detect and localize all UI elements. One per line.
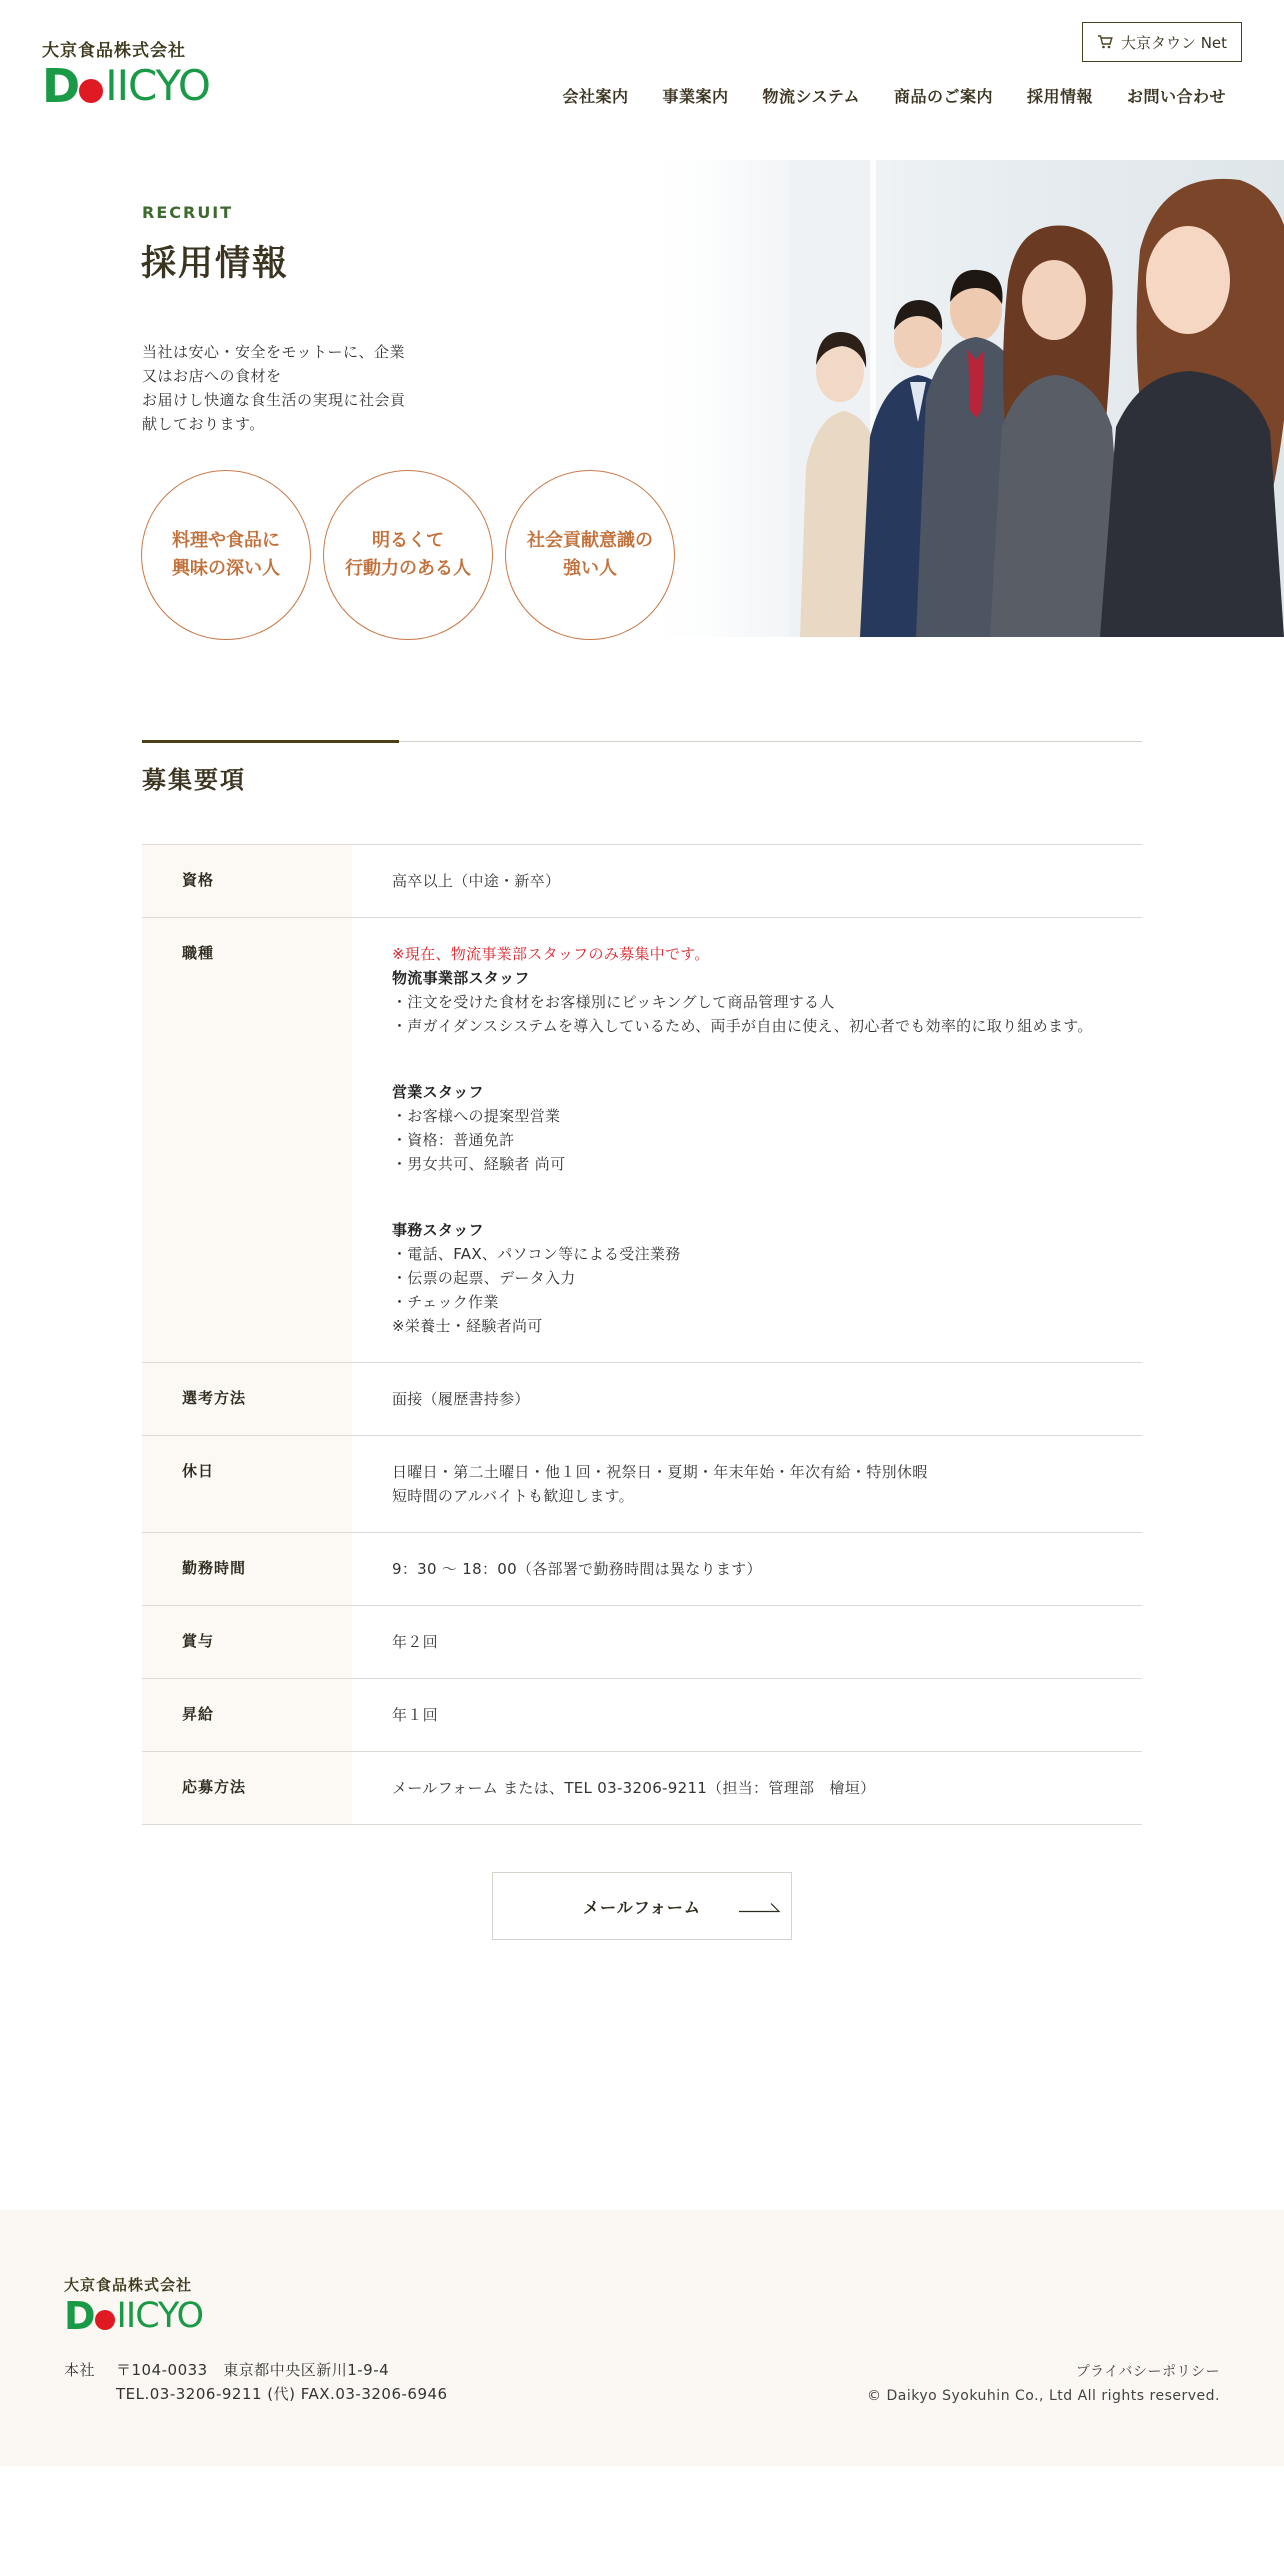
row-label: 資格 xyxy=(142,845,352,917)
phone-fax-line: TEL.03-3206-9211 (代) FAX.03-3206-6946 xyxy=(116,2385,448,2403)
row-value-line: 高卒以上（中途・新卒） xyxy=(392,872,561,890)
hero-photo-illustration xyxy=(640,160,1284,637)
table-row xyxy=(142,1436,1142,1533)
privacy-policy-link[interactable]: プライバシーポリシー xyxy=(1075,2364,1220,2380)
row-value-line: 年２回 xyxy=(392,1633,438,1651)
row-label: 応募方法 xyxy=(142,1752,352,1824)
job-group-item: ・お客様への提案型営業 xyxy=(392,1107,561,1125)
job-group-item: ・注文を受けた食材をお客様別にピッキングして商品管理する人 xyxy=(392,993,835,1011)
row-value xyxy=(352,918,1142,1362)
ideal-candidate-circle: 明るくて 行動力のある人 xyxy=(323,470,493,640)
table-row xyxy=(142,1606,1142,1679)
row-value-line: 日曜日・第二土曜日・他１回・祝祭日・夏期・年末年始・年次有給・特別休暇 xyxy=(392,1463,928,1481)
row-value-line: 9：30 〜 18：00（各部署で勤務時間は異なります） xyxy=(392,1560,762,1578)
job-group-item: ・声ガイダンスシステムを導入しているため、両手が自由に使え、初心者でも効率的に取り組めます。 xyxy=(392,1017,1093,1035)
job-group-item: ・男女共可、経験者 尚可 xyxy=(392,1155,566,1173)
row-value xyxy=(352,1436,1142,1532)
ideal-candidate-circles xyxy=(141,470,675,640)
row-label: 休日 xyxy=(142,1436,352,1532)
row-value xyxy=(352,1606,1142,1678)
row-value xyxy=(352,1363,1142,1435)
requirements-table xyxy=(142,844,1142,1825)
address-line: 〒104-0033 東京都中央区新川1-9-4 xyxy=(116,2361,390,2379)
row-value xyxy=(352,1679,1142,1751)
job-group-item: ※栄養士・経験者尚可 xyxy=(392,1317,543,1335)
address-label: 本社 xyxy=(64,2361,96,2379)
footer-logo[interactable] xyxy=(64,2274,264,2338)
global-nav xyxy=(563,84,1226,107)
nav-products[interactable]: 商品のご案内 xyxy=(893,87,993,106)
hero-intro-line: 当社は安心・安全をモットーに、企業 xyxy=(142,343,406,361)
nav-logistics[interactable]: 物流システム xyxy=(762,87,860,106)
job-group-item: ・チェック作業 xyxy=(392,1293,499,1311)
ideal-candidate-circle: 社会貢献意識の 強い人 xyxy=(505,470,675,640)
table-row xyxy=(142,1533,1142,1606)
page-title: 採用情報 xyxy=(141,244,290,284)
job-group-item: ・資格：普通免許 xyxy=(392,1131,515,1149)
job-group-item: ・電話、FAX、パソコン等による受注業務 xyxy=(392,1245,681,1263)
row-label: 選考方法 xyxy=(142,1363,352,1435)
row-value-line: 面接（履歴書持参） xyxy=(392,1390,530,1408)
site-logo[interactable] xyxy=(42,36,242,113)
table-row xyxy=(142,1752,1142,1825)
ideal-candidate-circle: 料理や食品に 興味の深い人 xyxy=(141,470,311,640)
row-value xyxy=(352,1752,1142,1824)
table-row xyxy=(142,845,1142,918)
logo-brand-rest: IICYO xyxy=(116,2295,204,2336)
site-footer xyxy=(0,2210,1284,2466)
footer-brand-mark xyxy=(64,2294,264,2338)
logo-brand-rest: IICYO xyxy=(105,61,210,110)
row-value-line: 年１回 xyxy=(392,1706,438,1724)
mail-form-button-label: メールフォーム xyxy=(583,1897,701,1917)
nav-business[interactable]: 事業案内 xyxy=(662,87,729,106)
job-group-title: 事務スタッフ xyxy=(392,1221,484,1239)
table-row xyxy=(142,1363,1142,1436)
footer-address xyxy=(64,2358,448,2406)
copyright: © Daikyo Syokuhin Co., Ltd All rights reserved. xyxy=(867,2388,1220,2404)
row-label: 賞与 xyxy=(142,1606,352,1678)
row-value xyxy=(352,845,1142,917)
hero-label: RECRUIT xyxy=(142,203,234,222)
hero-intro-line: お届けし快適な食生活の実現に社会貢 xyxy=(142,391,406,409)
table-row xyxy=(142,1679,1142,1752)
cart-icon xyxy=(1097,34,1113,50)
arrow-right-icon xyxy=(739,1901,781,1913)
logo-brand-mark xyxy=(42,59,242,113)
row-value xyxy=(352,1533,1142,1605)
section-title: 募集要項 xyxy=(142,766,246,794)
row-label: 職種 xyxy=(142,918,352,1362)
row-label: 昇給 xyxy=(142,1679,352,1751)
hero-intro-line: 献しております。 xyxy=(142,415,265,433)
row-label: 勤務時間 xyxy=(142,1533,352,1605)
recruiting-notice: ※現在、物流事業部スタッフのみ募集中です。 xyxy=(392,945,710,963)
job-group-title: 営業スタッフ xyxy=(392,1083,484,1101)
mail-form-button[interactable] xyxy=(492,1872,792,1940)
footer-company-name: 大京食品株式会社 xyxy=(64,2276,193,2294)
nav-recruit[interactable]: 採用情報 xyxy=(1026,87,1093,106)
logo-red-dot xyxy=(79,79,103,103)
shop-button-label: 大京タウン Net xyxy=(1120,33,1228,52)
row-value-line: 短時間のアルバイトも歓迎します。 xyxy=(392,1487,634,1505)
hero-intro xyxy=(142,340,432,436)
table-row xyxy=(142,918,1142,1363)
logo-red-dot xyxy=(95,2310,115,2330)
footer-right xyxy=(867,2360,1220,2408)
section-divider-accent xyxy=(142,740,399,743)
job-group-item: ・伝票の起票、データ入力 xyxy=(392,1269,576,1287)
logo-brand-d: D xyxy=(42,59,79,113)
nav-contact[interactable]: お問い合わせ xyxy=(1126,87,1226,106)
nav-company[interactable]: 会社案内 xyxy=(562,87,629,106)
hero-intro-line: 又はお店への食材を xyxy=(142,367,282,385)
job-group-title: 物流事業部スタッフ xyxy=(392,969,530,987)
logo-company-name: 大京食品株式会社 xyxy=(42,41,186,61)
daikyo-town-net-button[interactable] xyxy=(1082,22,1242,62)
row-value-line: メールフォーム または、TEL 03-3206-9211（担当：管理部 檜垣） xyxy=(392,1779,876,1797)
logo-brand-d: D xyxy=(64,2294,94,2338)
hero-photo-applicants xyxy=(640,160,1284,637)
